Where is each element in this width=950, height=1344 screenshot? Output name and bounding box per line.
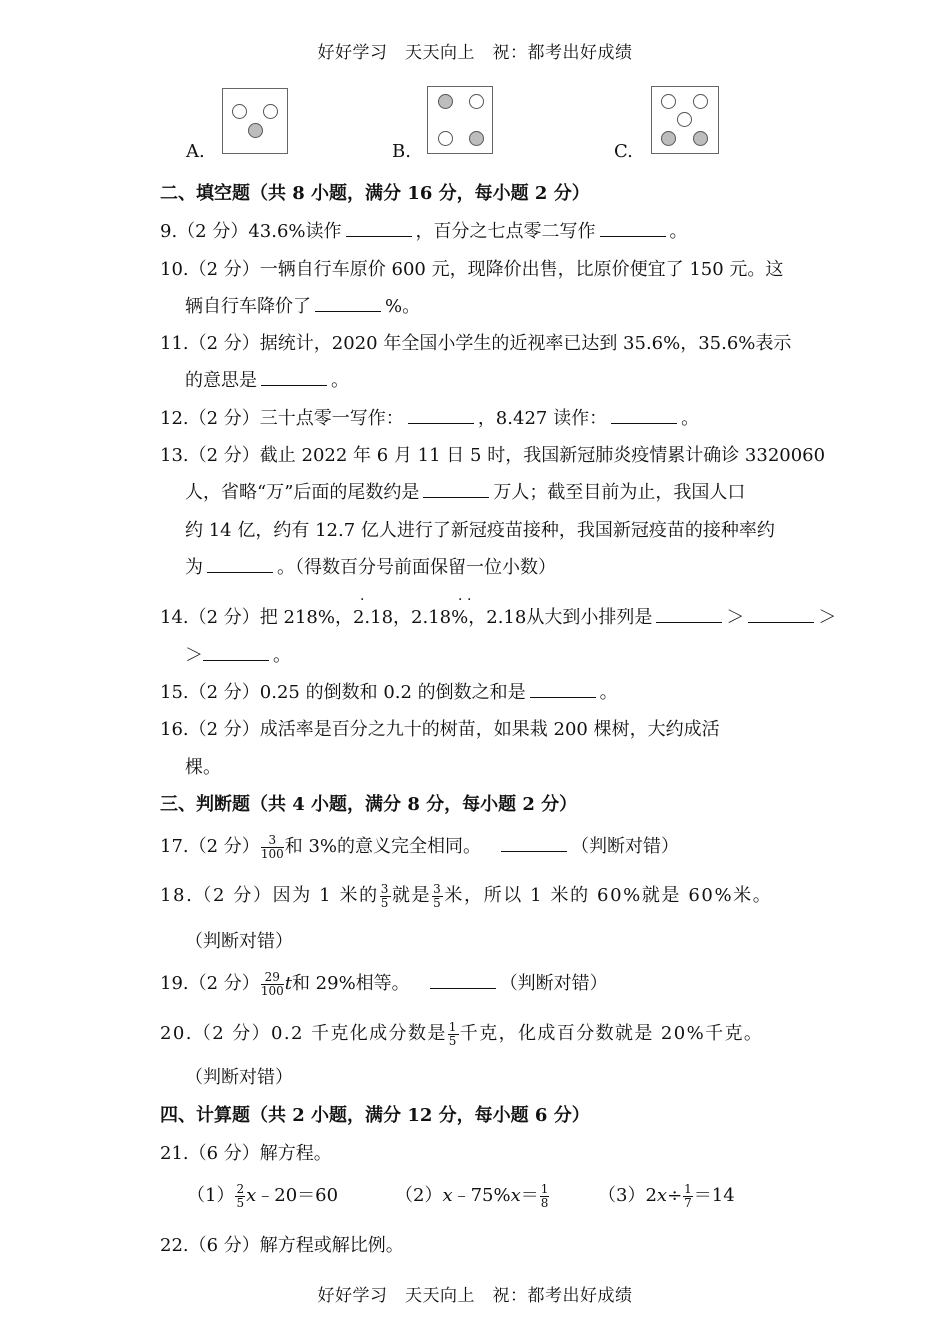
option-c-label: C.: [614, 141, 633, 162]
q13-text-2: 万人；截至目前为止，我国人口: [493, 482, 746, 503]
question-18: [160, 881, 772, 910]
numerator: 1: [684, 1181, 692, 1196]
answer-blank[interactable]: [408, 409, 474, 424]
q18-text: 18.（2 分）因为 1 米的: [160, 885, 379, 906]
q11-text: 的意思是: [185, 370, 257, 391]
answer-blank[interactable]: [423, 483, 489, 498]
question-15: [160, 678, 618, 704]
equation-2: [395, 1181, 550, 1210]
numerator: 1: [540, 1181, 549, 1196]
fraction-1-5: [448, 1021, 459, 1048]
q18-text-3: 米，所以 1 米的 60%就是 60%米。: [444, 885, 773, 906]
question-21: 21.（6 分）解方程。: [160, 1143, 332, 1164]
q12-text: 12.（2 分）三十点零一写作：: [160, 408, 404, 429]
eq1-label: （1）: [187, 1185, 235, 1206]
answer-blank[interactable]: [530, 683, 596, 698]
option-a-box: [222, 88, 288, 154]
question-19: [160, 969, 608, 998]
eq2-label: （2）: [395, 1185, 443, 1206]
numerator: 1: [448, 1019, 458, 1034]
q12-text-2: ，8.427 读作：: [477, 408, 608, 429]
fraction-3-5: [432, 883, 443, 910]
q14-text: 14.（2 分）把 218%，2.1: [160, 607, 382, 628]
question-17: [160, 832, 679, 861]
question-13-cont1: [185, 478, 745, 504]
eq3-label: （3）2: [598, 1185, 657, 1206]
question-14-cont: [185, 641, 291, 667]
greater-than: ＞: [185, 645, 203, 666]
q9-text-2: ，百分之七点零二写作: [415, 221, 596, 242]
recurring-dot: .: [467, 588, 472, 604]
judge-hint: （判断对错）: [499, 973, 608, 994]
section-calc-heading: 四、计算题（共 2 小题，满分 12 分，每小题 6 分）: [160, 1105, 590, 1126]
q20-text-2: 千克，化成百分数就是 20%千克。: [459, 1023, 764, 1044]
option-c-box: [651, 86, 719, 154]
answer-blank[interactable]: [748, 608, 814, 623]
denominator: 8: [540, 1195, 549, 1210]
equation-1: [187, 1181, 338, 1210]
eq3-rest: ＝14: [693, 1185, 735, 1206]
option-b-box: [427, 86, 493, 154]
question-10: 10.（2 分）一辆自行车原价 600 元，现降价出售，比原价便宜了 150 元。这: [160, 259, 784, 280]
q15-text: 15.（2 分）0.25 的倒数和 0.2 的倒数之和是: [160, 682, 526, 703]
q13-text: 人，省略“万”后面的尾数约是: [185, 482, 420, 503]
question-13: 13.（2 分）截止 2022 年 6 月 11 日 5 时，我国新冠肺炎疫情累计确诊 3320060: [160, 445, 826, 466]
fraction-2-5: [235, 1183, 245, 1210]
answer-blank[interactable]: [207, 558, 273, 573]
equation-3: [598, 1181, 735, 1210]
answer-blank[interactable]: [261, 371, 327, 386]
option-b-label: B.: [392, 141, 411, 162]
divide-sign: ÷: [667, 1185, 683, 1206]
q14-text-2: 8，2.18%，2.: [381, 607, 504, 628]
q9-text: 9.（2 分）43.6%读作: [160, 221, 342, 242]
question-11-cont: [185, 366, 349, 392]
q13-text-3: 为: [185, 557, 203, 578]
q13-text-4: 。（得数百分号前面保留一位小数）: [277, 557, 556, 578]
denominator: 100: [260, 983, 284, 998]
fraction-1-8: [540, 1183, 550, 1210]
numerator: 3: [261, 834, 284, 848]
denominator: 5: [448, 1033, 458, 1048]
question-20-cont: （判断对错）: [185, 1067, 293, 1088]
question-11: 11.（2 分）据统计，2020 年全国小学生的近视率已达到 35.6%，35.6%表示: [160, 333, 792, 354]
answer-blank[interactable]: [656, 608, 722, 623]
question-18-cont: （判断对错）: [185, 931, 293, 952]
q11-end: 。: [331, 370, 349, 391]
q17-text-2: 和 3%的意义完全相同。: [284, 836, 481, 857]
answer-blank[interactable]: [611, 409, 677, 424]
variable-x: x: [442, 1185, 453, 1206]
question-10-cont: [185, 292, 420, 318]
question-20: [160, 1019, 763, 1048]
section-fill-heading: 二、填空题（共 8 小题，满分 16 分，每小题 2 分）: [160, 183, 590, 204]
gray-ball: [438, 94, 453, 109]
numerator: 3: [433, 881, 443, 896]
question-9: [160, 217, 688, 243]
question-13-cont3: [185, 553, 556, 579]
numerator: 2: [236, 1181, 245, 1196]
page-footer: 好好学习 天天向上 祝：都考出好成绩: [317, 1286, 633, 1306]
answer-blank[interactable]: [600, 222, 666, 237]
q19-text-2: 和 29%相等。: [291, 973, 410, 994]
gray-ball: [469, 131, 484, 146]
white-ball: [438, 131, 453, 146]
q14-text-4: 从大到小排列是: [526, 607, 653, 628]
recurring-dot: .: [458, 588, 463, 604]
numerator: 29: [261, 971, 284, 985]
question-22: 22.（6 分）解方程或解比例。: [160, 1235, 404, 1256]
q20-text: 20.（2 分）0.2 千克化成分数是: [160, 1023, 447, 1044]
q18-text-2: 就是: [391, 885, 432, 906]
q10-end: %。: [385, 296, 421, 317]
gray-ball: [248, 123, 263, 138]
variable-x: x: [510, 1185, 521, 1206]
greater-than: ＞: [818, 607, 837, 628]
white-ball: [677, 112, 692, 127]
question-13-cont2: 约 14 亿，约有 12.7 亿人进行了新冠疫苗接种，我国新冠疫苗的接种率约: [185, 520, 775, 541]
q14-text-3: 18: [503, 607, 527, 628]
answer-blank[interactable]: [203, 646, 269, 661]
answer-blank[interactable]: [430, 974, 496, 989]
question-12: [160, 404, 699, 430]
variable-x: x: [246, 1185, 257, 1206]
denominator: 5: [236, 1195, 245, 1210]
q17-text: 17.（2 分）: [160, 836, 260, 857]
q10-text: 辆自行车降价了: [185, 296, 311, 317]
q12-end: 。: [681, 408, 700, 429]
q9-end: 。: [669, 221, 688, 242]
judge-hint: （判断对错）: [571, 836, 679, 857]
denominator: 5: [433, 895, 443, 910]
section-judge-heading: 三、判断题（共 4 小题，满分 8 分，每小题 2 分）: [160, 794, 578, 815]
denominator: 100: [260, 846, 284, 861]
recurring-dot: .: [360, 588, 365, 604]
eq2-mid: ﹣75%: [452, 1185, 511, 1206]
variable-t: t: [284, 973, 292, 994]
option-a-label: A.: [186, 141, 205, 162]
answer-blank[interactable]: [315, 297, 381, 312]
white-ball: [263, 104, 278, 119]
question-16-cont: 棵。: [185, 757, 221, 778]
question-16: 16.（2 分）成活率是百分之九十的树苗，如果栽 200 棵树，大约成活: [160, 719, 720, 740]
fraction-1-7: [683, 1183, 693, 1210]
gray-ball: [661, 131, 676, 146]
fraction-3-100: [261, 834, 284, 861]
denominator: 5: [380, 895, 390, 910]
white-ball: [232, 104, 247, 119]
white-ball: [693, 94, 708, 109]
gray-ball: [693, 131, 708, 146]
variable-x: x: [656, 1185, 668, 1206]
answer-blank[interactable]: [501, 837, 567, 852]
question-14: [160, 603, 836, 629]
fraction-3-5: [380, 883, 391, 910]
q19-text: 19.（2 分）: [160, 973, 260, 994]
numerator: 3: [380, 881, 390, 896]
q15-end: 。: [599, 682, 618, 703]
eq1-rest: ﹣20＝60: [256, 1185, 339, 1206]
greater-than: ＞: [726, 607, 745, 628]
fraction-29-100: [261, 971, 284, 998]
white-ball: [469, 94, 484, 109]
answer-blank[interactable]: [346, 222, 412, 237]
white-ball: [661, 94, 676, 109]
q14-end: 。: [273, 645, 291, 666]
denominator: 7: [684, 1195, 692, 1210]
equals-sign: ＝: [520, 1185, 539, 1206]
page-header: 好好学习 天天向上 祝：都考出好成绩: [317, 43, 633, 63]
